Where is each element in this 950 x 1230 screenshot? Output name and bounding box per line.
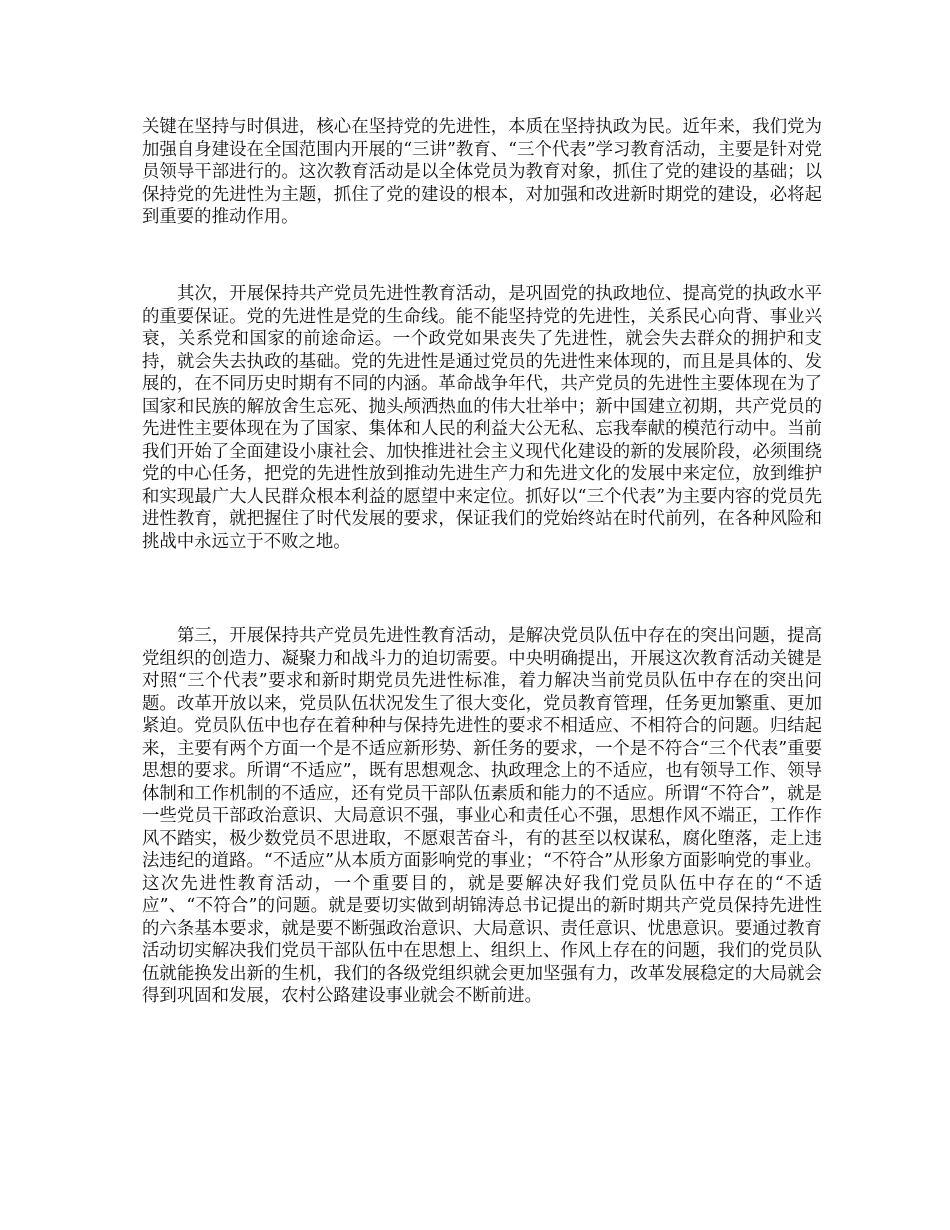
paragraph-second: 其次，开展保持共产党员先进性教育活动，是巩固党的执政地位、提高党的执政水平的重要保证。党的先进性是党的生命线。能不能坚持党的先进性，关系民心向背、事业兴衰，关系党和国家的前途命运。一个政党如果丧失了先进性，就会失去群众的拥护和支持，就会失去执政的基础。党的先进性是通过党员的先进性来体现的，而且是具体的、发展的，在不同历史时期有不同的内涵。革命战争年代，共产党员的先进性主要体现在为了国家和民族的解放舍生忘死、抛头颅洒热血的伟大壮举中；新中国建立初期，共产党员的先进性主要体现在为了国家、集体和人民的利益大公无私、忘我奉献的模范行动中。当前我们开始了全面建设小康社会、加快推进社会主义现代化建设的新的发展阶段，必须围绕党的中心任务，把党的先进性放到推动先进生产力和先进文化的发展中来定位，放到维护和实现最广大人民群众根本利益的愿望中来定位。抓好以“三个代表”为主要内容的党员先进性教育，就把握住了时代发展的要求，保证我们的党始终站在时代前列，在各种风险和挑战中永远立于不败之地。 xyxy=(142,284,822,552)
paragraph-intro: 关键在坚持与时俱进，核心在坚持党的先进性，本质在坚持执政为民。近年来，我们党为加强自身建设在全国范围内开展的“三讲”教育、“三个代表”学习教育活动，主要是针对党员领导干部进行的。这次教育活动是以全体党员为教育对象，抓住了党的建设的基础；以保持党的先进性为主题，抓住了党的建设的根本，对加强和改进新时期党的建设，必将起到重要的推动作用。 xyxy=(142,117,822,227)
paragraph-third: 第三，开展保持共产党员先进性教育活动，是解决党员队伍中存在的突出问题，提高党组织的创造力、凝聚力和战斗力的迫切需要。中央明确提出，开展这次教育活动关键是对照“三个代表”要求和新时期党员先进性标准，着力解决当前党员队伍中存在的突出问题。改革开放以来，党员队伍状况发生了很大变化，党员教育管理，任务更加繁重、更加紧迫。党员队伍中也存在着种种与保持先进性的要求不相适应、不相符合的问题。归结起来，主要有两个方面一个是不适应新形势、新任务的要求，一个是不符合“三个代表”重要思想的要求。所谓“不适应”，既有思想观念、执政理念上的不适应，也有领导工作、领导体制和工作机制的不适应，还有党员干部队伍素质和能力的不适应。所谓“不符合”，就是一些党员干部政治意识、大局意识不强，事业心和责任心不强，思想作风不端正，工作作风不踏实，极少数党员不思进取，不愿艰苦奋斗，有的甚至以权谋私，腐化堕落，走上违法违纪的道路。“不适应”从本质方面影响党的事业；“不符合”从形象方面影响党的事业。这次先进性教育活动，一个重要目的，就是要解决好我们党员队伍中存在的“不适应”、“不符合”的问题。就是要切实做到胡锦涛总书记提出的新时期共产党员保持先进性的六条基本要求，就是要不断强政治意识、大局意识、责任意识、忧患意识。要通过教育活动切实解决我们党员干部队伍中在思想上、组织上、作风上存在的问题，我们的党员队伍就能换发出新的生机，我们的各级党组织就会更加坚强有力，改革发展稳定的大局就会得到巩固和发展，农村公路建设事业就会不断前进。 xyxy=(142,626,822,1006)
